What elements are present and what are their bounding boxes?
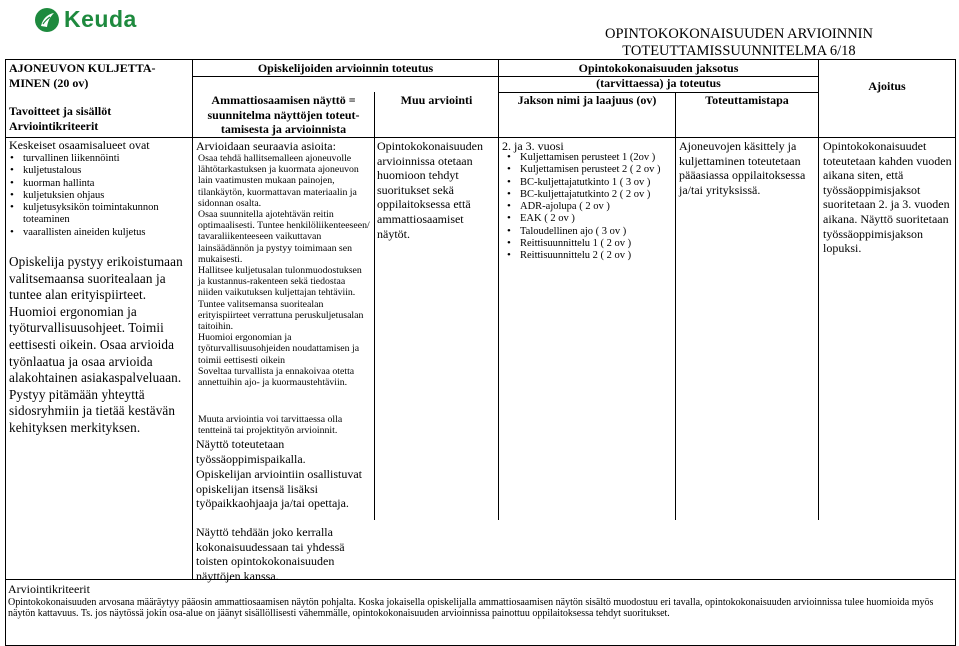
period-year: 2. ja 3. vuosi xyxy=(502,139,564,153)
exam-plan-header-line3: tamisesta ja arvioinnista xyxy=(220,122,347,137)
footer-text: Opintokokonaisuuden arvosana määräytyy pääosin ammattiosaamisen näytön pohjalta. Koska jokaisella opiskelijalla ammattiosaamisen näytön sisältö muodostuu eri tavalla, opintokokonaisuuden arvioinnissa tulee huomioida myös näytön kattavuus. Ts. jos näytössä jokin osa-alue on jäänyt sisällöllisesti vähemmälle, opintokokonaisuuden arvioinnissa painottuu oppilaitoksessa tehdyt suoritukset. xyxy=(8,596,934,620)
col-divider-4 xyxy=(675,92,676,520)
exam-once: Näyttö tehdään joko kerralla kokonaisuudessaan tai yhdessä toisten opintokokonaisuuden näyttöjen kanssa. xyxy=(196,525,345,583)
timing-text: Opintokokonaisuudet toteutetaan kahden vuoden aikana siten, että työssäoppimisjaksot suoritetaan 2. ja 3. vuoden aikana. Näyttö suoritetaan työssäoppimisjakson lopuksi. xyxy=(823,139,952,256)
exam-detail-item: Hallitsee kuljetusalan tulonmuodostuksen ja kustannus-rakenteen sekä tiedostaa niiden vaikutuksen kuljettajan tehtäviin. xyxy=(198,265,362,299)
document-title xyxy=(605,26,873,60)
exam-lead: Arvioidaan seuraavia asioita: xyxy=(196,139,336,153)
col-divider-3 xyxy=(498,59,499,520)
criteria-label: Arviointikriteerit xyxy=(9,118,99,133)
exam-detail-item: Soveltaa turvallista ja ennakoivaa otetta annettuihin ajo- ja kuormaustehtäviin. xyxy=(198,365,355,389)
core-skills-list xyxy=(9,153,189,239)
core-skill-item: • kuljetustalous xyxy=(9,165,189,177)
period-item: • ADR-ajolupa ( 2 ov ) xyxy=(506,201,674,213)
module-title xyxy=(9,61,189,90)
keuda-leaf-icon xyxy=(34,6,60,34)
period-item: • EAK ( 2 ov ) xyxy=(506,213,674,225)
division-header-line2: (tarvittaessa) ja toteutus xyxy=(596,75,721,90)
footer-criteria xyxy=(8,582,956,620)
division-header xyxy=(499,61,818,90)
document-title-line1: OPINTOKOKONAISUUDEN ARVIOINNIN xyxy=(604,26,873,42)
goals-header xyxy=(9,104,189,133)
module-title-line2: MINEN (20 ov) xyxy=(9,75,89,90)
exam-workplace: Näyttö toteutetaan työssäoppimispaikalla. xyxy=(196,437,306,466)
exam-plan-header-line2: suunnitelma näyttöjen toteut- xyxy=(207,107,360,122)
period-item: • Taloudellinen ajo ( 3 ov ) xyxy=(506,226,674,238)
division-header-line1: Opintokokonaisuuden jaksotus xyxy=(578,61,739,75)
student-eval-header: Opiskelijoiden arvioinnin toteutus xyxy=(257,61,434,75)
core-skill-item: • kuljetuksien ohjaus xyxy=(9,190,189,202)
core-skills-label: Keskeiset osaamisalueet ovat xyxy=(9,138,150,152)
implementation-header: Toteuttamistapa xyxy=(705,93,789,107)
exam-detail-item: Osaa tehdä hallitsemalleen ajoneuvolle lähtötarkastuksen ja kuormata ajoneuvon lain vaatimusten mukaan painojen, tilankäytön, kuormattavan materiaalin ja sidonnan osalta. xyxy=(198,153,359,209)
period-item: • BC-kuljettajatutkinto 1 ( 3 ov ) xyxy=(506,177,674,189)
table-bottom-border xyxy=(5,579,956,580)
period-list xyxy=(506,152,674,263)
exam-plan-header-line1: Ammattiosaamisen näyttö = xyxy=(211,93,356,107)
footer-label: Arviointikriteerit xyxy=(8,582,90,596)
exam-note: Muuta arviointia voi tarvittaessa olla tentteinä tai projektityön arvioinnit. xyxy=(198,414,343,437)
exam-detail-item: Tuntee valitsemansa suoritealan erityispiirteet verrattuna peruskuljetusalan taitoihin. xyxy=(198,298,364,333)
core-skill-item: • turvallinen liikennöinti xyxy=(9,153,189,165)
period-header: Jakson nimi ja laajuus (ov) xyxy=(517,93,657,107)
module-description: Opiskelija pystyy erikoistumaan valitsemaansa suoritealaan ja tuntee alan erityispiirteet. Huomioi ergonomian ja työturvallisuusohjeet. Toimii eettisesti oikein. Osaa arvioida työnlaatua ja osaa arvioida alakohtainen asiakaspalveluaan. Pystyy pitämään yhteyttä sidosryhmiin ja tietää kestävän kehityksen merkityksen. xyxy=(9,254,183,435)
logo-text: Keuda xyxy=(64,6,137,32)
exam-plan-header xyxy=(193,93,374,137)
exam-details xyxy=(198,153,370,388)
period-item: • Reittisuunnittelu 2 ( 2 ov ) xyxy=(506,250,674,262)
core-skill-item: • kuorman hallinta xyxy=(9,178,189,190)
timing-header: Ajoitus xyxy=(868,79,906,93)
core-skill-item: • vaarallisten aineiden kuljetus xyxy=(9,227,189,239)
exam-assessors: Opiskelijan arviointiin osallistuvat opiskelijan itsensä lisäksi työpaikkaohjaaja ja/tai opettaja. xyxy=(196,467,362,511)
exam-detail-item: Osaa suunnitella ajotehtävän reitin optimaalisesti. Tuntee henkilöliikenteeseen/ tavaraliikenteeseen vaikuttavan lainsäädännön ja pystyy toimimaan sen mukaisesti. xyxy=(198,209,370,265)
footer-left-border xyxy=(5,580,6,646)
implementation-text: Ajoneuvojen käsittely ja kuljettaminen toteutetaan pääasiassa oppilaitoksessa ja/tai yrityksissä. xyxy=(679,139,806,197)
document-title-line2: TOTEUTTAMISSUUNNITELMA 6/18 xyxy=(622,43,856,59)
period-item: • Kuljettamisen perusteet 2 ( 2 ov ) xyxy=(506,164,674,176)
period-item: • BC-kuljettajatutkinto 2 ( 2 ov ) xyxy=(506,189,674,201)
col-divider-2 xyxy=(374,92,375,520)
header-bottom-line xyxy=(192,137,956,138)
col-divider-5 xyxy=(818,59,819,520)
goals-label: Tavoitteet ja sisällöt xyxy=(9,104,112,118)
module-title-line1: AJONEUVON KULJETTA- xyxy=(9,61,156,75)
table-top-border xyxy=(5,59,956,60)
exam-detail-item: Huomioi ergonomian ja työturvallisuusohjeiden noudattamisen ja toimii eettisesti oikein xyxy=(198,332,360,366)
keuda-logo xyxy=(30,4,140,38)
other-eval-header: Muu arviointi xyxy=(400,93,473,107)
period-item: • Kuljettamisen perusteet 1 (2ov ) xyxy=(506,152,674,164)
core-skill-item: • kuljetusyksikön toimintakunnon toteaminen xyxy=(9,202,189,227)
period-item: • Reittisuunnittelu 1 ( 2 ov ) xyxy=(506,238,674,250)
other-eval-text: Opintokokonaisuuden arvioinnissa otetaan huomioon tehdyt suoritukset sekä oppilaitoksessa että ammattiosaamiset näytöt. xyxy=(377,139,483,241)
